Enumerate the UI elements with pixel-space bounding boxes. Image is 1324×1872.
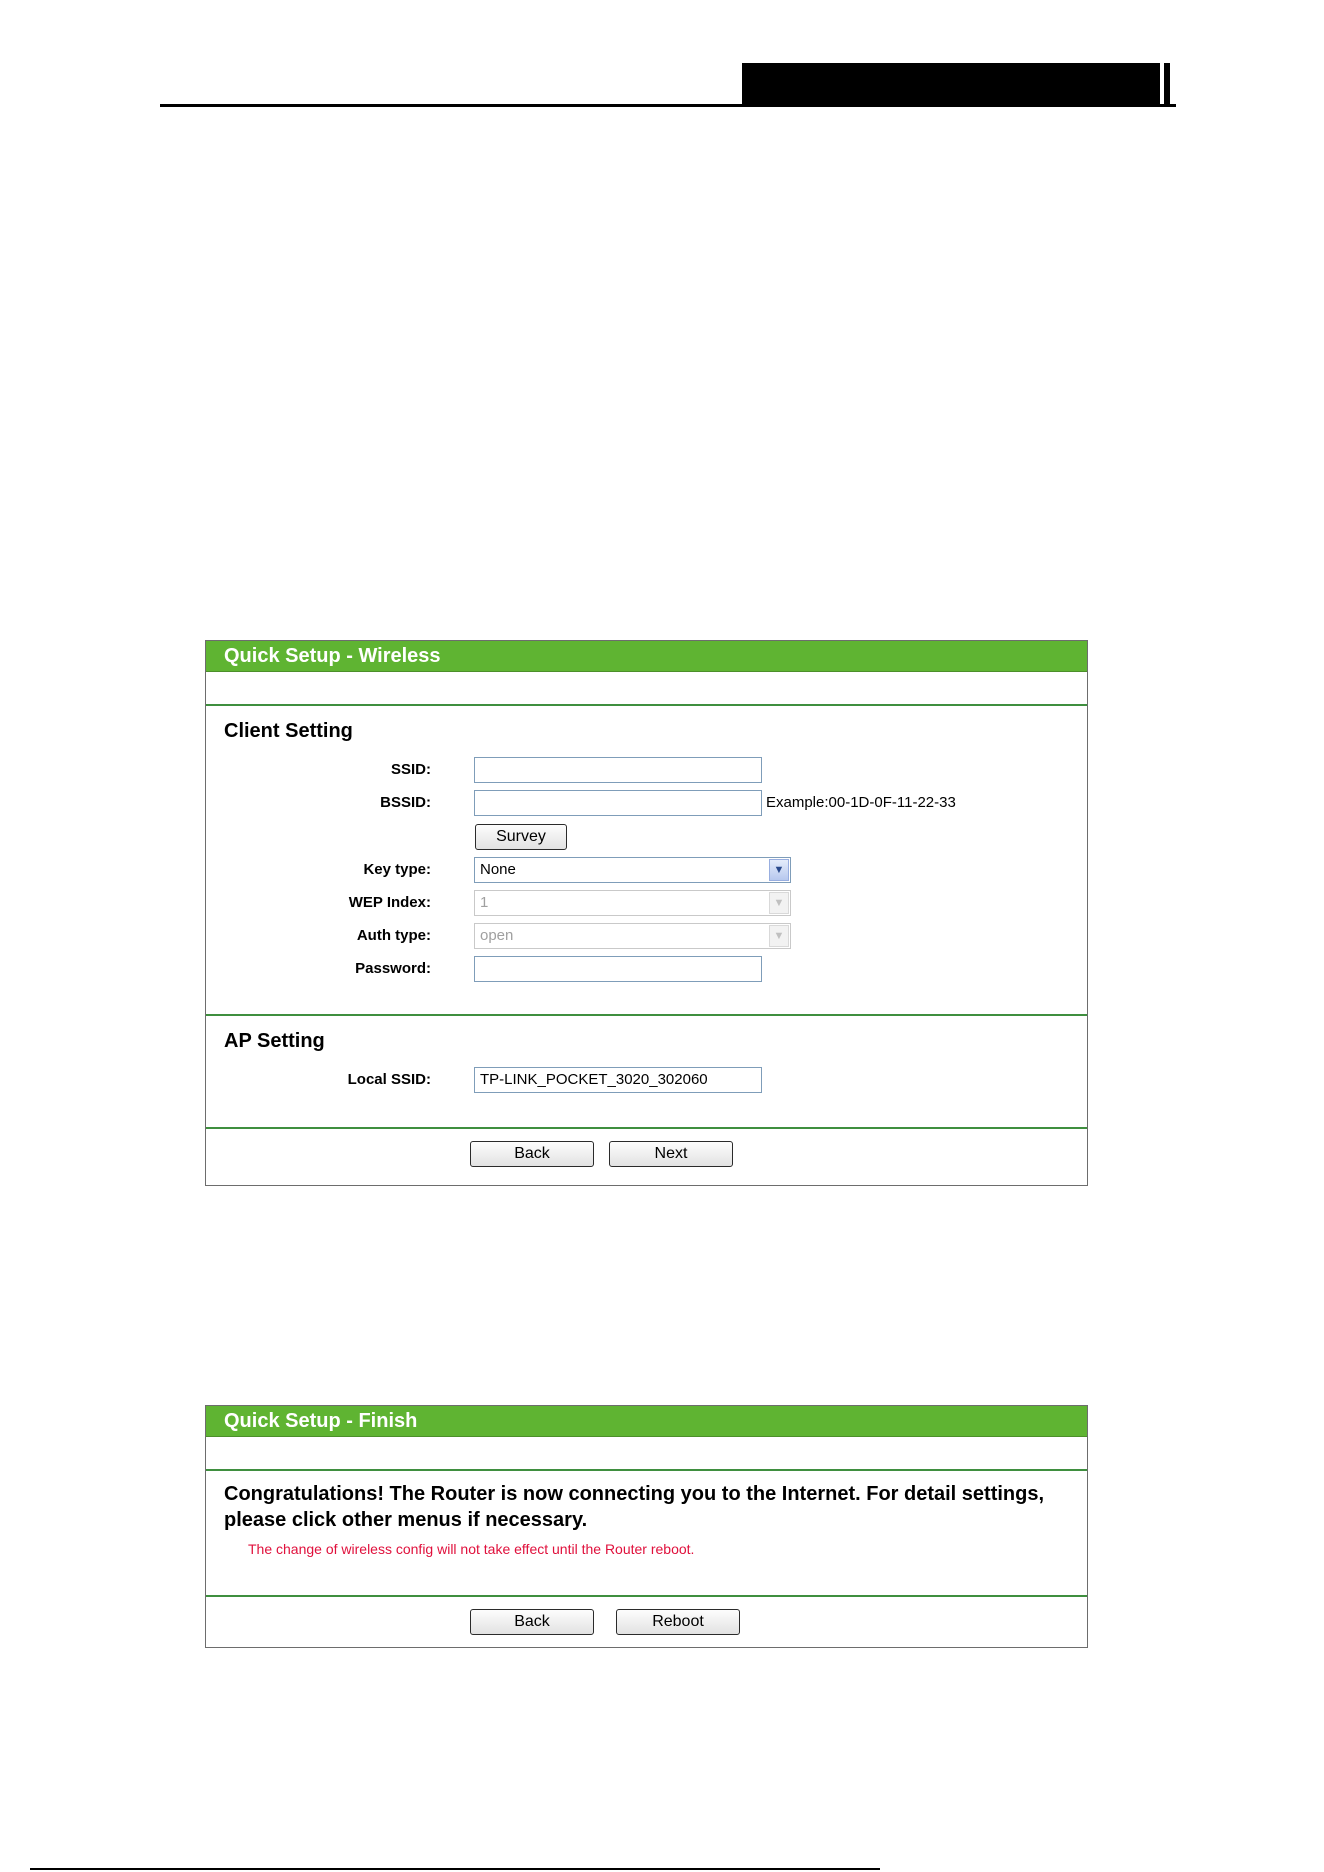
local-ssid-input[interactable]: TP-LINK_POCKET_3020_302060 [474,1067,762,1093]
client-setting-heading: Client Setting [224,720,353,742]
panel-title: Quick Setup - Wireless [206,641,1087,672]
ap-setting-section [206,1016,1087,1127]
key-type-row [206,856,1087,884]
header-black-tick [1164,63,1170,107]
quick-setup-finish-panel [205,1405,1088,1648]
back-button[interactable]: Back [470,1141,594,1167]
password-input[interactable] [474,956,762,982]
bssid-row [206,789,1087,817]
password-row [206,955,1087,983]
wep-index-select[interactable] [474,890,791,916]
header-rule [160,104,1176,107]
congratulations-message: Congratulations! The Router is now connecting you to the Internet. For detail settings, please click other menus if necessary. [224,1483,1045,1531]
bssid-example: Example:00-1D-0F-11-22-33 [766,794,956,811]
bssid-label: BSSID: [380,794,431,811]
bssid-input[interactable] [474,790,762,816]
local-ssid-label: Local SSID: [347,1071,431,1088]
wep-index-label: WEP Index: [348,894,431,911]
ssid-input[interactable] [474,757,762,783]
reboot-button[interactable]: Reboot [616,1609,740,1635]
panel-title: Quick Setup - Finish [206,1406,1087,1437]
chevron-down-icon[interactable]: ▼ [769,859,789,881]
auth-type-row [206,922,1087,950]
password-label: Password: [355,960,431,977]
footer-rule [30,1868,880,1870]
header-black-block [742,63,1160,107]
button-bar [206,1597,1087,1647]
wep-index-value: 1 [480,894,489,911]
button-bar [206,1129,1087,1187]
chevron-down-icon: ▼ [769,892,789,914]
ssid-label: SSID: [390,761,431,778]
survey-button[interactable]: Survey [475,824,567,850]
reboot-warning: The change of wireless config will not take effect until the Router reboot. [248,1541,695,1557]
next-button[interactable]: Next [609,1141,733,1167]
wep-index-row [206,889,1087,917]
back-button[interactable]: Back [470,1609,594,1635]
ssid-row [206,756,1087,784]
key-type-label: Key type: [363,861,431,878]
local-ssid-row [206,1066,1087,1094]
client-setting-section [206,706,1087,1014]
key-type-select[interactable] [474,857,791,883]
auth-type-value: open [480,927,514,944]
ap-setting-heading: AP Setting [224,1030,325,1052]
auth-type-label: Auth type: [356,927,431,944]
auth-type-select[interactable] [474,923,791,949]
chevron-down-icon: ▼ [769,925,789,947]
key-type-value: None [480,861,516,878]
finish-message-section [206,1471,1087,1595]
quick-setup-wireless-panel [205,640,1088,1186]
